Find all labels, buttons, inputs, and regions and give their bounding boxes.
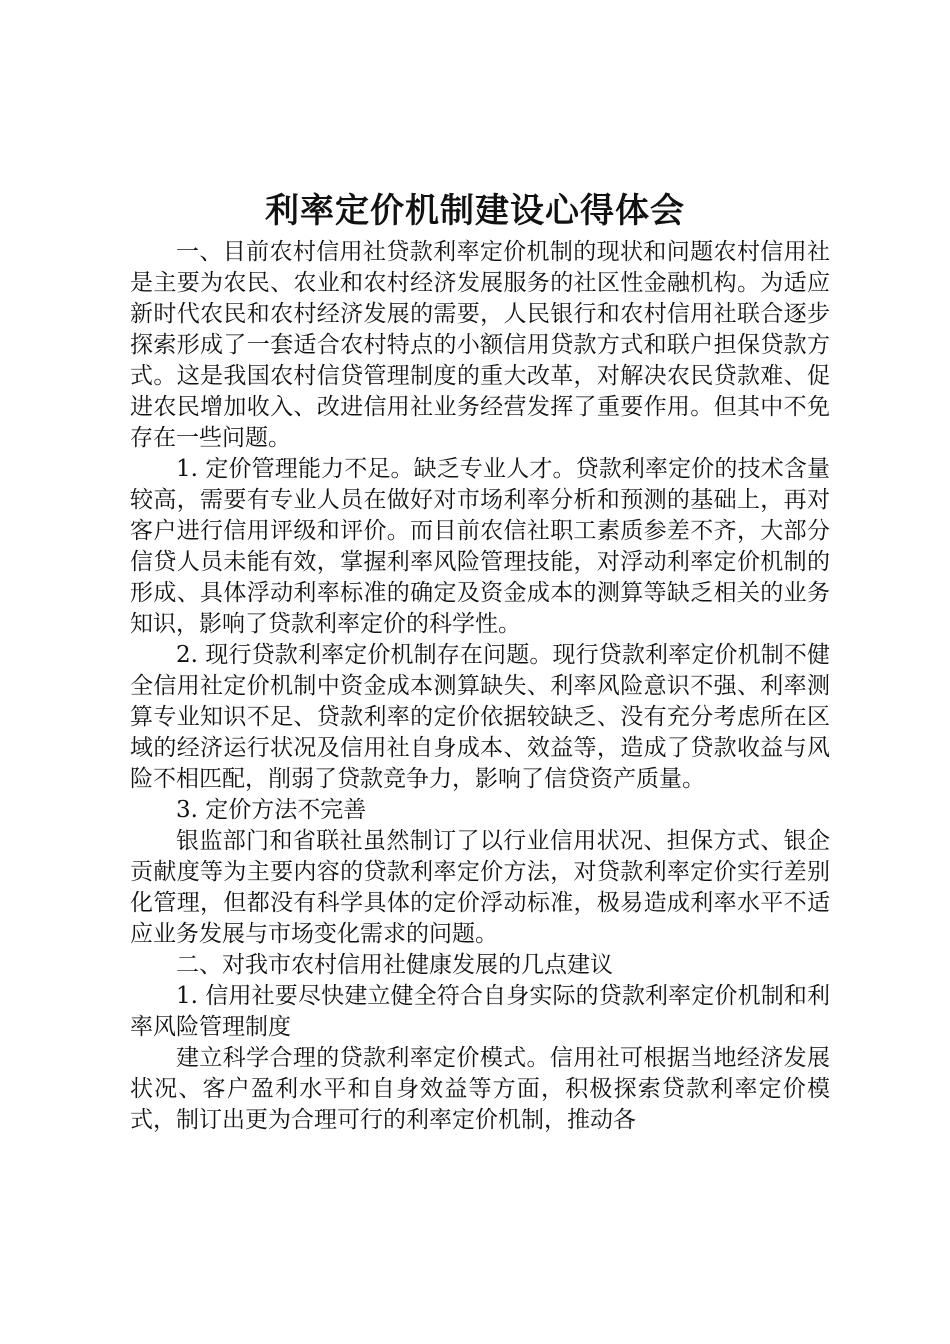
paragraph-suggestion-1-heading: 1. 信用社要尽快建立健全符合自身实际的贷款利率定价机制和利率风险管理制度 [130,983,830,1040]
document-body [130,237,830,1136]
paragraph-current-situation: 一、目前农村信用社贷款利率定价机制的现状和问题农村信用社是主要为农民、农业和农村经济发展服务的社区性金融机构。为适应新时代农民和农村经济发展的需要，人民银行和农村信用社联合逐步探索形成了一套适合农村特点的小额信用贷款方式和联户担保贷款方式。这是我国农村信贷管理制度的重大改革，对解决农民贷款难、促进农民增加收入、改进信用社业务经营发挥了重要作用。但其中不免存在一些问题。 [130,239,830,451]
paragraph-point-3-body: 银监部门和省联社虽然制订了以行业信用状况、担保方式、银企贡献度等为主要内容的贷款利率定价方法，对贷款利率定价实行差别化管理，但都没有科学具体的定价浮动标准，极易造成利率水平不适应业务发展与市场变化需求的问题。 [130,828,830,947]
document-title: 利率定价机制建设心得体会 [265,191,685,231]
paragraph-point-1: 1. 定价管理能力不足。缺乏专业人才。贷款利率定价的技术含量较高，需要有专业人员在做好对市场利率分析和预测的基础上，再对客户进行信用评级和评价。而目前农信社职工素质参差不齐，大部分信贷人员未能有效，掌握利率风险管理技能，对浮动利率定价机制的形成、具体浮动利率标准的确定及资金成本的测算等缺乏相关的业务知识，影响了贷款利率定价的科学性。 [130,456,830,637]
paragraph-section-2-heading: 二、对我市农村信用社健康发展的几点建议 [176,952,613,978]
paragraph-point-2: 2. 现行贷款利率定价机制存在问题。现行贷款利率定价机制不健全信用社定价机制中资金成本测算缺失、利率风险意识不强、利率测算专业知识不足、贷款利率的定价依据较缺乏、没有充分考虑所在区域的经济运行状况及信用社自身成本、效益等，造成了贷款收益与风险不相匹配，削弱了贷款竞争力，影响了信贷资产质量。 [130,642,830,792]
paragraph-point-3-heading: 3. 定价方法不完善 [176,797,367,823]
paragraph-suggestion-1-body: 建立科学合理的贷款利率定价模式。信用社可根据当地经济发展状况、客户盈利水平和自身效益等方面，积极探索贷款利率定价模式，制订出更为合理可行的利率定价机制，推动各 [130,1045,830,1133]
